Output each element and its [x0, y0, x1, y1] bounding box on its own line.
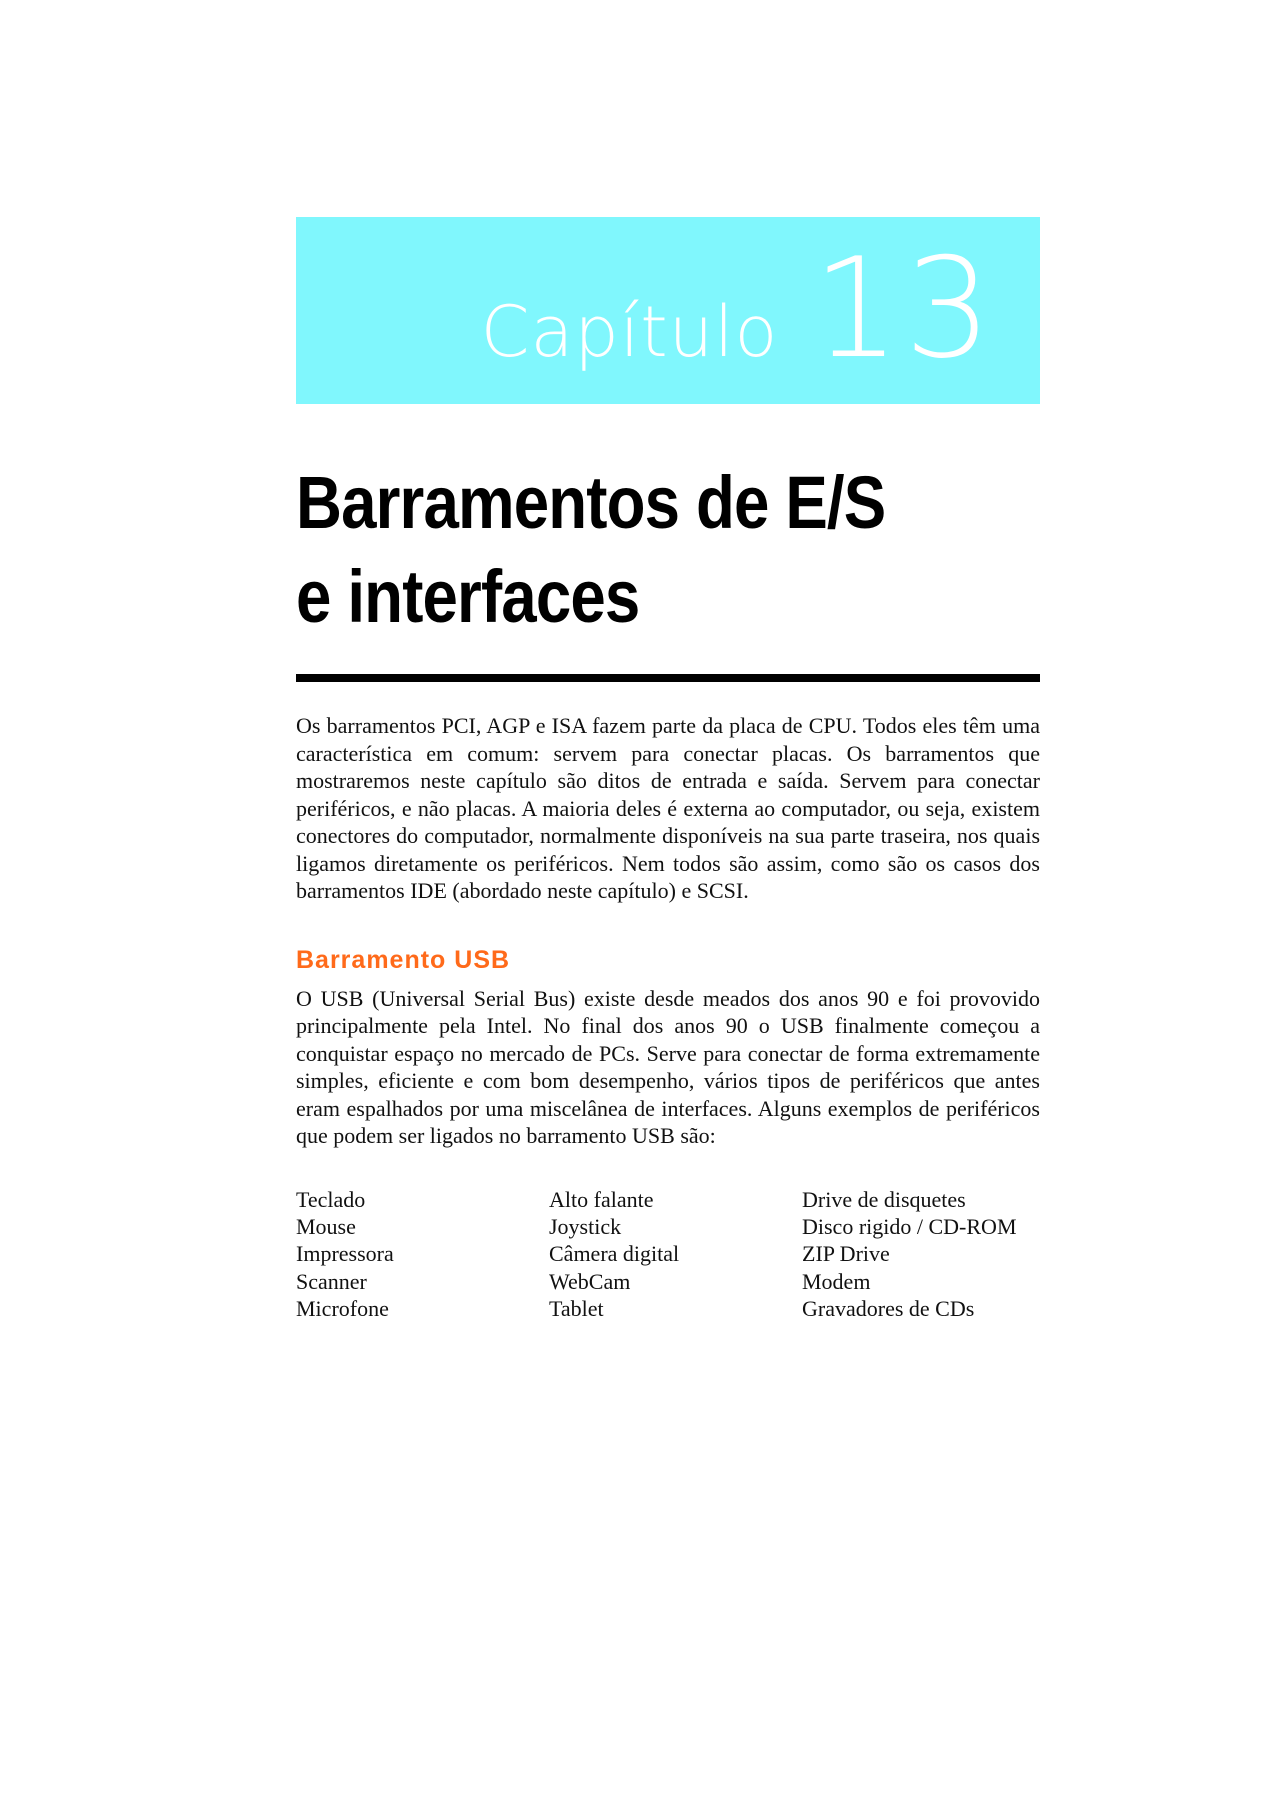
device-column-2 — [549, 1186, 802, 1323]
device-item: WebCam — [549, 1268, 631, 1294]
title-divider — [296, 674, 1040, 682]
chapter-word: Capítulo — [480, 291, 779, 373]
chapter-title-line-1: Barramentos de E/S — [296, 461, 886, 544]
device-item: Gravadores de CDs — [802, 1296, 975, 1322]
section-paragraph: O USB (Universal Serial Bus) existe desde meados dos anos 90 e foi provovido principalmente pela Intel. No final dos anos 90 o USB finalmente começou a conquistar espaço no mercado de PCs. Serve para conectar de forma extremamente simples, eficiente e com bom desempenho, vários tipos de periféricos que antes eram espalhados por uma miscelânea de interfaces. Alguns exemplos de periféricos que podem ser ligados no barramento USB são: — [296, 985, 1040, 1148]
page — [296, 217, 1040, 1323]
device-item: Tablet — [549, 1296, 604, 1322]
device-item: Impressora — [296, 1241, 394, 1267]
chapter-title-line-2: e interfaces — [296, 555, 640, 638]
chapter-title — [296, 456, 1044, 644]
device-item: ZIP Drive — [802, 1241, 890, 1267]
section-heading: Barramento USB — [296, 945, 511, 974]
device-item: Scanner — [296, 1268, 367, 1294]
device-item: Teclado — [296, 1186, 366, 1212]
intro-paragraph: Os barramentos PCI, AGP e ISA fazem parte da placa de CPU. Todos eles têm uma característica em comum: servem para conectar placas. Os barramentos que mostraremos neste capítulo são ditos de entrada e saída. Servem para conectar periféricos, e não placas. A maioria deles é externa ao computador, ou seja, existem conectores do computador, normalmente disponíveis na sua parte traseira, nos quais ligamos diretamente os periféricos. Nem todos são assim, como são os casos dos barramentos IDE (abordado neste capítulo) e SCSI. — [296, 713, 1040, 903]
device-item: Câmera digital — [549, 1241, 680, 1267]
device-item: Drive de disquetes — [802, 1186, 966, 1212]
chapter-banner — [296, 217, 1040, 404]
device-column-3 — [802, 1186, 1040, 1323]
device-list — [296, 1186, 1040, 1323]
device-item: Joystick — [549, 1213, 622, 1239]
device-item: Alto falante — [549, 1186, 654, 1212]
chapter-label — [480, 228, 996, 389]
device-column-1 — [296, 1186, 549, 1323]
device-item: Mouse — [296, 1213, 356, 1239]
device-item: Modem — [802, 1268, 871, 1294]
device-item: Disco rigido / CD-ROM — [802, 1213, 1017, 1239]
device-item: Microfone — [296, 1296, 389, 1322]
chapter-number: 13 — [812, 228, 996, 389]
